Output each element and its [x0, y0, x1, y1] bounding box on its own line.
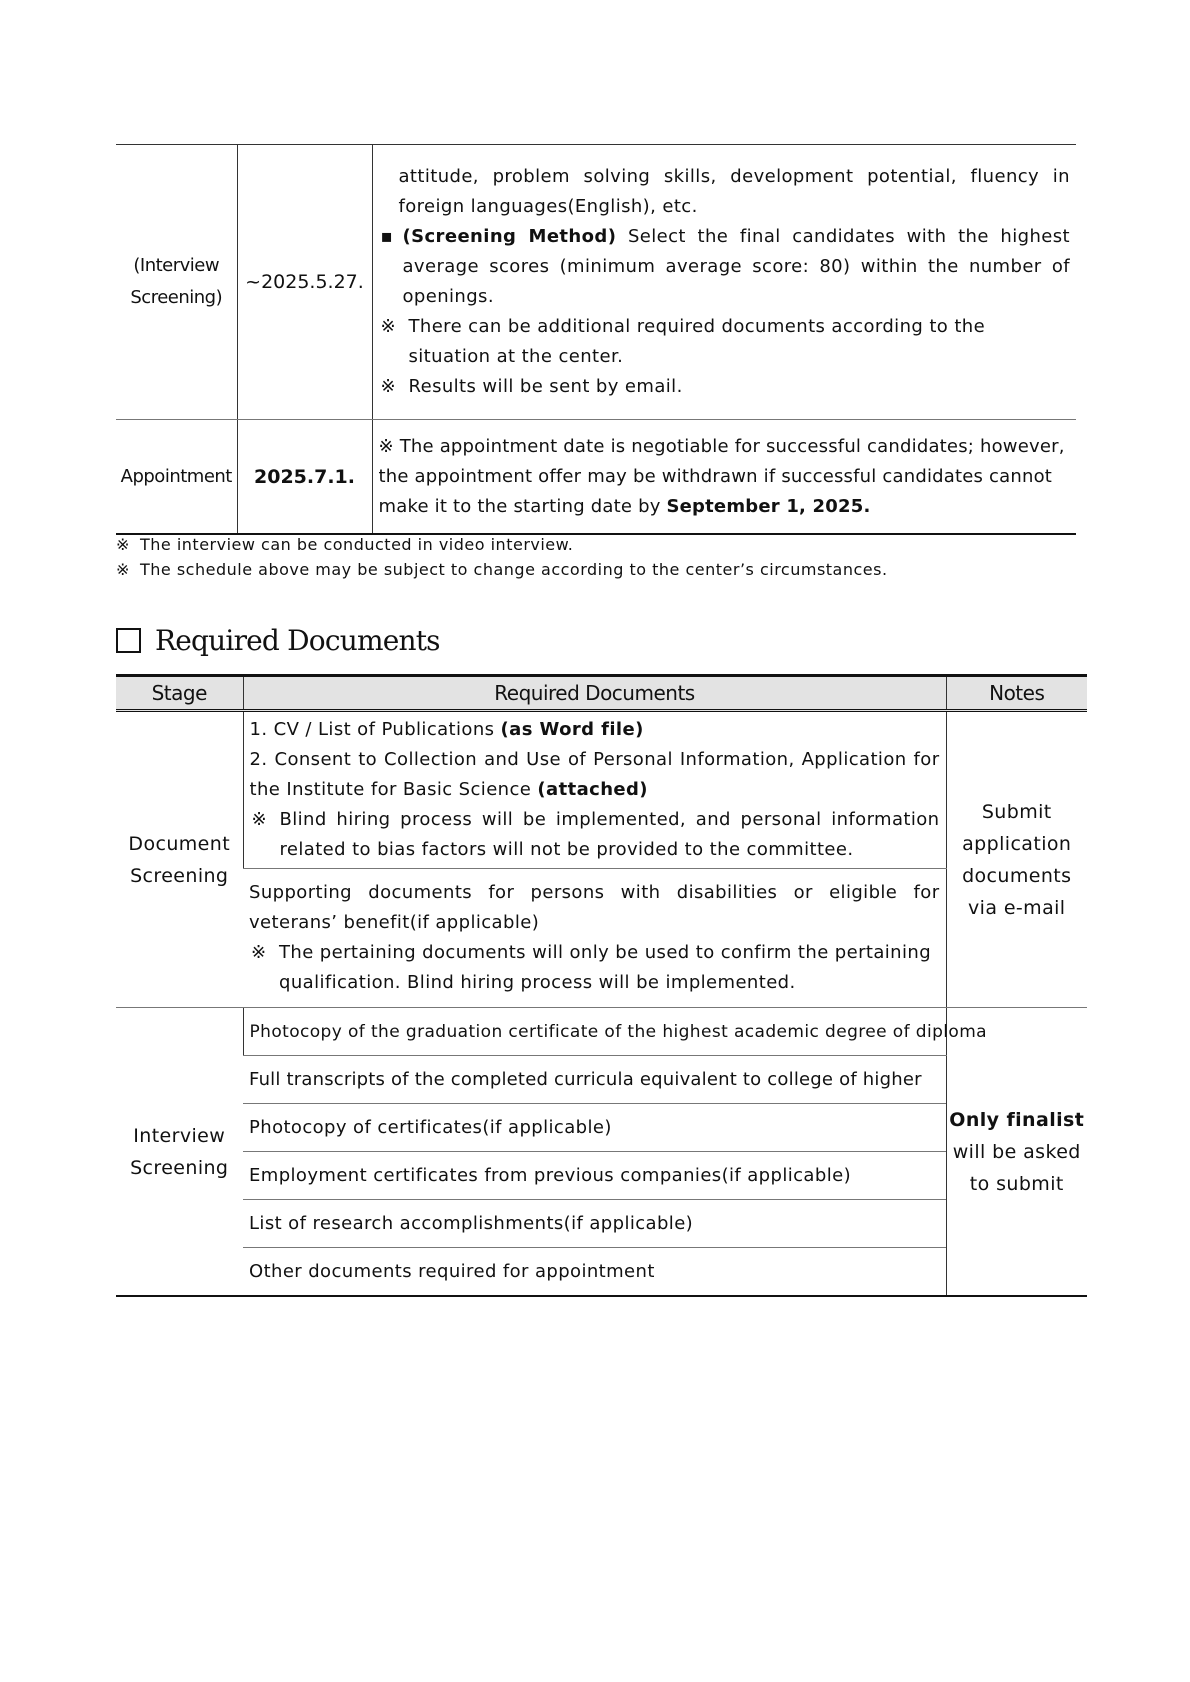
- schedule-row-appointment: [116, 420, 1076, 535]
- pertaining-documents-note: [249, 938, 940, 998]
- note-marker: ※: [380, 376, 396, 397]
- notes-interview-screening: [946, 1008, 1087, 1297]
- interview-document-item: Full transcripts of the completed curricula equivalent to college of higher: [243, 1056, 946, 1104]
- appointment-deadline: September 1, 2025.: [666, 495, 871, 517]
- note-text: Blind hiring process will be implemented, and personal information related to bias factors will not be provided to the committee.: [279, 809, 940, 860]
- header-required-documents: Required Documents: [243, 676, 946, 711]
- item-text: CV / List of Publications: [267, 719, 501, 740]
- list-item: [250, 715, 940, 745]
- schedule-date-cell: 2025.7.1.: [237, 420, 372, 535]
- stage-document-screening: Document Screening: [116, 711, 243, 1008]
- schedule-description-cell: [372, 145, 1076, 420]
- table-row: [116, 1248, 1087, 1297]
- header-stage: Stage: [116, 676, 243, 711]
- notes-text: Submit application documents via e-mail: [962, 800, 1072, 919]
- supporting-documents-cell: [243, 869, 946, 1008]
- interview-document-item: List of research accomplishments(if applicable): [243, 1200, 946, 1248]
- notes-document-screening: [946, 711, 1087, 1008]
- schedule-stage-cell: Appointment: [116, 420, 237, 535]
- table-row: [116, 1008, 1087, 1056]
- table-header-row: [116, 676, 1087, 711]
- footnote-text: The interview can be conducted in video interview.: [140, 535, 574, 554]
- schedule-row-interview: [116, 145, 1076, 420]
- table-row: [116, 869, 1087, 1008]
- checkbox-square-icon: [116, 628, 141, 653]
- table-row: [116, 711, 1087, 869]
- item-number: 1.: [249, 719, 268, 740]
- interview-document-item: Other documents required for appointment: [243, 1248, 946, 1297]
- screening-method-item: [379, 222, 1071, 312]
- footnote: [116, 532, 888, 557]
- note-text: The pertaining documents will only be used to confirm the pertaining qualification. Blind hiring process will be implemented.: [279, 942, 932, 993]
- table-row: [116, 1200, 1087, 1248]
- appointment-text: ※ The appointment date is negotiable for successful candidates; however, the appointment offer may be withdrawn if successful candidates cannot make it to the starting date by: [378, 435, 1065, 517]
- section-title-text: Required Documents: [155, 624, 440, 657]
- blind-hiring-note: [250, 805, 940, 865]
- screening-method-text: Select the final candidates with the highest average scores (minimum average score: 80) within the number of openings.: [402, 226, 1070, 307]
- supporting-documents-text: Supporting documents for persons with disabilities or eligible for veterans’ benefit(if applicable): [249, 882, 940, 933]
- results-email-note: [379, 372, 1071, 402]
- note-marker: ※: [251, 942, 267, 963]
- item-text: Consent to Collection and Use of Personal Information, Application for the Institute for Basic Science: [249, 749, 940, 800]
- notes-emphasis: Only finalist: [949, 1108, 1085, 1131]
- interview-document-item: Photocopy of certificates(if applicable): [243, 1104, 946, 1152]
- table-row: [116, 1056, 1087, 1104]
- screening-method-label: (Screening Method): [402, 226, 617, 247]
- stage-interview-screening: Interview Screening: [116, 1008, 243, 1297]
- footnote-text: The schedule above may be subject to change according to the center’s circumstances.: [140, 560, 888, 579]
- appointment-description-cell: [372, 420, 1076, 535]
- schedule-date-cell: ~2025.5.27.: [237, 145, 372, 420]
- schedule-footnotes: [116, 532, 888, 582]
- notes-text: will be asked to submit: [952, 1140, 1081, 1195]
- schedule-stage-cell: (Interview Screening): [116, 145, 237, 420]
- interview-document-item: Employment certificates from previous companies(if applicable): [243, 1152, 946, 1200]
- note-marker: ※: [116, 560, 130, 579]
- note-text: Results will be sent by email.: [408, 376, 683, 397]
- note-text: There can be additional required documents according to the situation at the center.: [408, 316, 986, 367]
- item-emphasis: (as Word file): [500, 719, 644, 740]
- item-number: 2.: [249, 749, 268, 770]
- note-marker: ※: [380, 316, 396, 337]
- item-emphasis: (attached): [537, 779, 648, 800]
- required-documents-table: [116, 674, 1087, 1297]
- bullet-marker: ▪: [380, 226, 394, 247]
- header-notes: Notes: [946, 676, 1087, 711]
- interview-document-item: Photocopy of the graduation certificate of the highest academic degree of diploma: [243, 1008, 946, 1056]
- criteria-continuation: attitude, problem solving skills, development potential, fluency in foreign languages(English), etc.: [398, 166, 1070, 217]
- schedule-table: [116, 144, 1076, 535]
- note-marker: ※: [116, 535, 130, 554]
- footnote: [116, 557, 888, 582]
- table-row: [116, 1104, 1087, 1152]
- table-row: [116, 1152, 1087, 1200]
- section-heading: [116, 624, 440, 657]
- additional-documents-note: [379, 312, 1071, 372]
- document-screening-items: [243, 711, 946, 869]
- note-marker: ※: [251, 809, 267, 830]
- list-item: [250, 745, 940, 805]
